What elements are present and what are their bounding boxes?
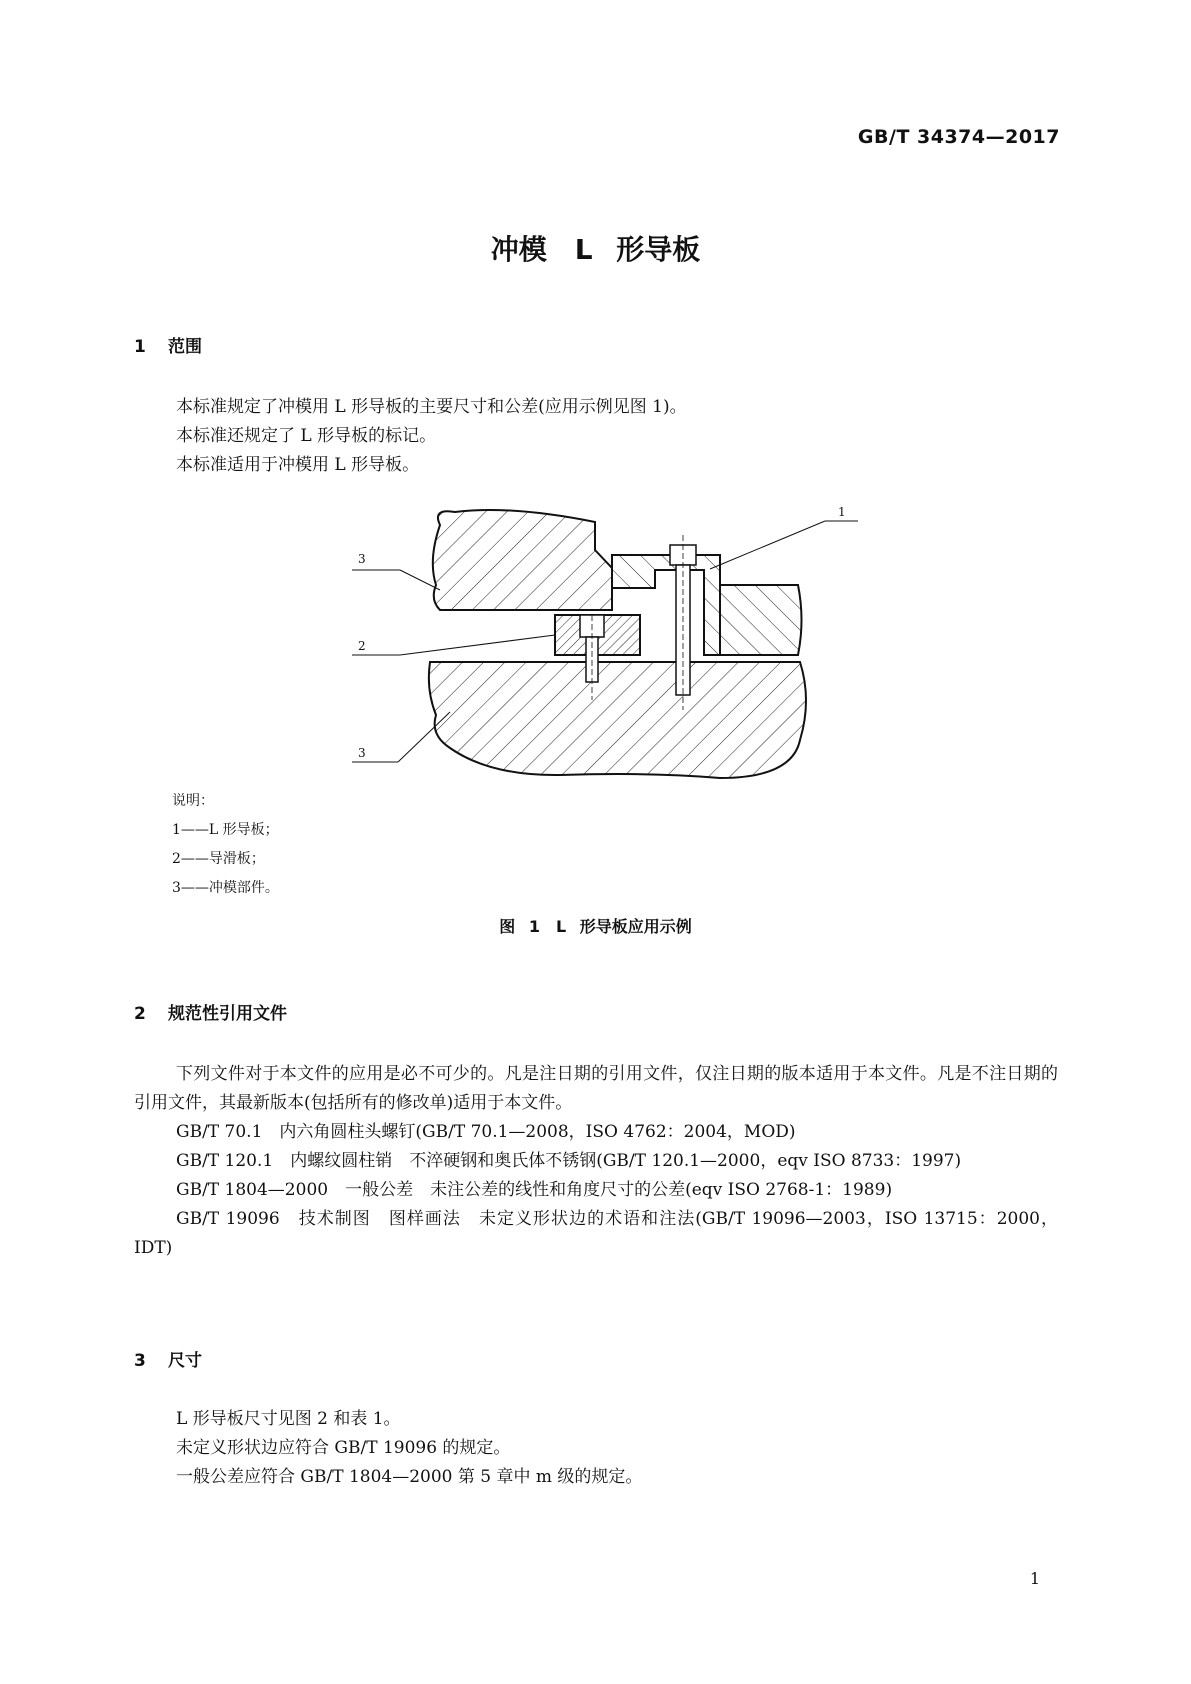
section-number: 2	[134, 1004, 146, 1024]
section-number: 3	[134, 1351, 146, 1371]
legend-title: 说明：	[172, 793, 214, 809]
reference-item: GB/T 120.1 内螺纹圆柱销 不淬硬钢和奥氏体不锈钢(GB/T 120.1—2000，eqv ISO 8733：1997)	[176, 1151, 962, 1171]
section-title: 范围	[168, 337, 202, 357]
paragraph: 未定义形状边应符合 GB/T 19096 的规定。	[176, 1438, 511, 1458]
paragraph: 本标准还规定了 L 形导板的标记。	[176, 426, 437, 446]
figure-1-drawing	[0, 0, 1191, 800]
reference-item: GB/T 70.1 内六角圆柱头螺钉(GB/T 70.1—2008，ISO 4762：2004，MOD)	[176, 1122, 796, 1142]
legend-item: 3——冲模部件。	[172, 880, 279, 896]
document-title: 冲模 L 形导板	[490, 233, 701, 266]
callout-label: 2	[358, 639, 366, 653]
legend-item: 2——导滑板；	[172, 851, 265, 867]
section-number: 1	[134, 337, 146, 357]
paragraph: L 形导板尺寸见图 2 和表 1。	[176, 1409, 401, 1429]
page-number: 1	[1029, 1569, 1040, 1588]
reference-item: GB/T 19096 技术制图 图样画法 未定义形状边的术语和注法(GB/T 19096—2003，ISO 13715：2000，IDT)	[134, 1209, 1058, 1258]
paragraph: 本标准规定了冲模用 L 形导板的主要尺寸和公差(应用示例见图 1)。	[176, 397, 687, 417]
callout-label: 1	[838, 505, 846, 519]
upper-right-block	[720, 585, 802, 655]
callout-label: 3	[358, 746, 366, 760]
section-2-body	[134, 1060, 1058, 1263]
paragraph: 一般公差应符合 GB/T 1804—2000 第 5 章中 m 级的规定。	[176, 1467, 643, 1487]
reference-item: GB/T 1804—2000 一般公差 未注公差的线性和角度尺寸的公差(eqv ISO 2768-1：1989)	[176, 1180, 893, 1200]
section-3-body	[134, 1405, 1058, 1492]
standard-code: GB/T 34374—2017	[857, 126, 1060, 148]
section-title: 尺寸	[168, 1351, 202, 1371]
section-title: 规范性引用文件	[168, 1004, 287, 1024]
callout-label: 3	[358, 552, 366, 566]
upper-die-part	[433, 510, 612, 610]
paragraph: 下列文件对于本文件的应用是必不可少的。凡是注日期的引用文件，仅注日期的版本适用于本文件。凡是不注日期的引用文件，其最新版本(包括所有的修改单)适用于本文件。	[134, 1064, 1058, 1113]
section-3-heading	[134, 1346, 202, 1371]
paragraph: 本标准适用于冲模用 L 形导板。	[176, 455, 420, 475]
section-2-heading	[134, 999, 287, 1024]
legend-item: 1——L 形导板；	[172, 822, 279, 838]
lower-die-part	[429, 662, 806, 778]
figure-caption: 图 1 L 形导板应用示例	[499, 917, 692, 936]
figure-legend	[172, 787, 279, 903]
